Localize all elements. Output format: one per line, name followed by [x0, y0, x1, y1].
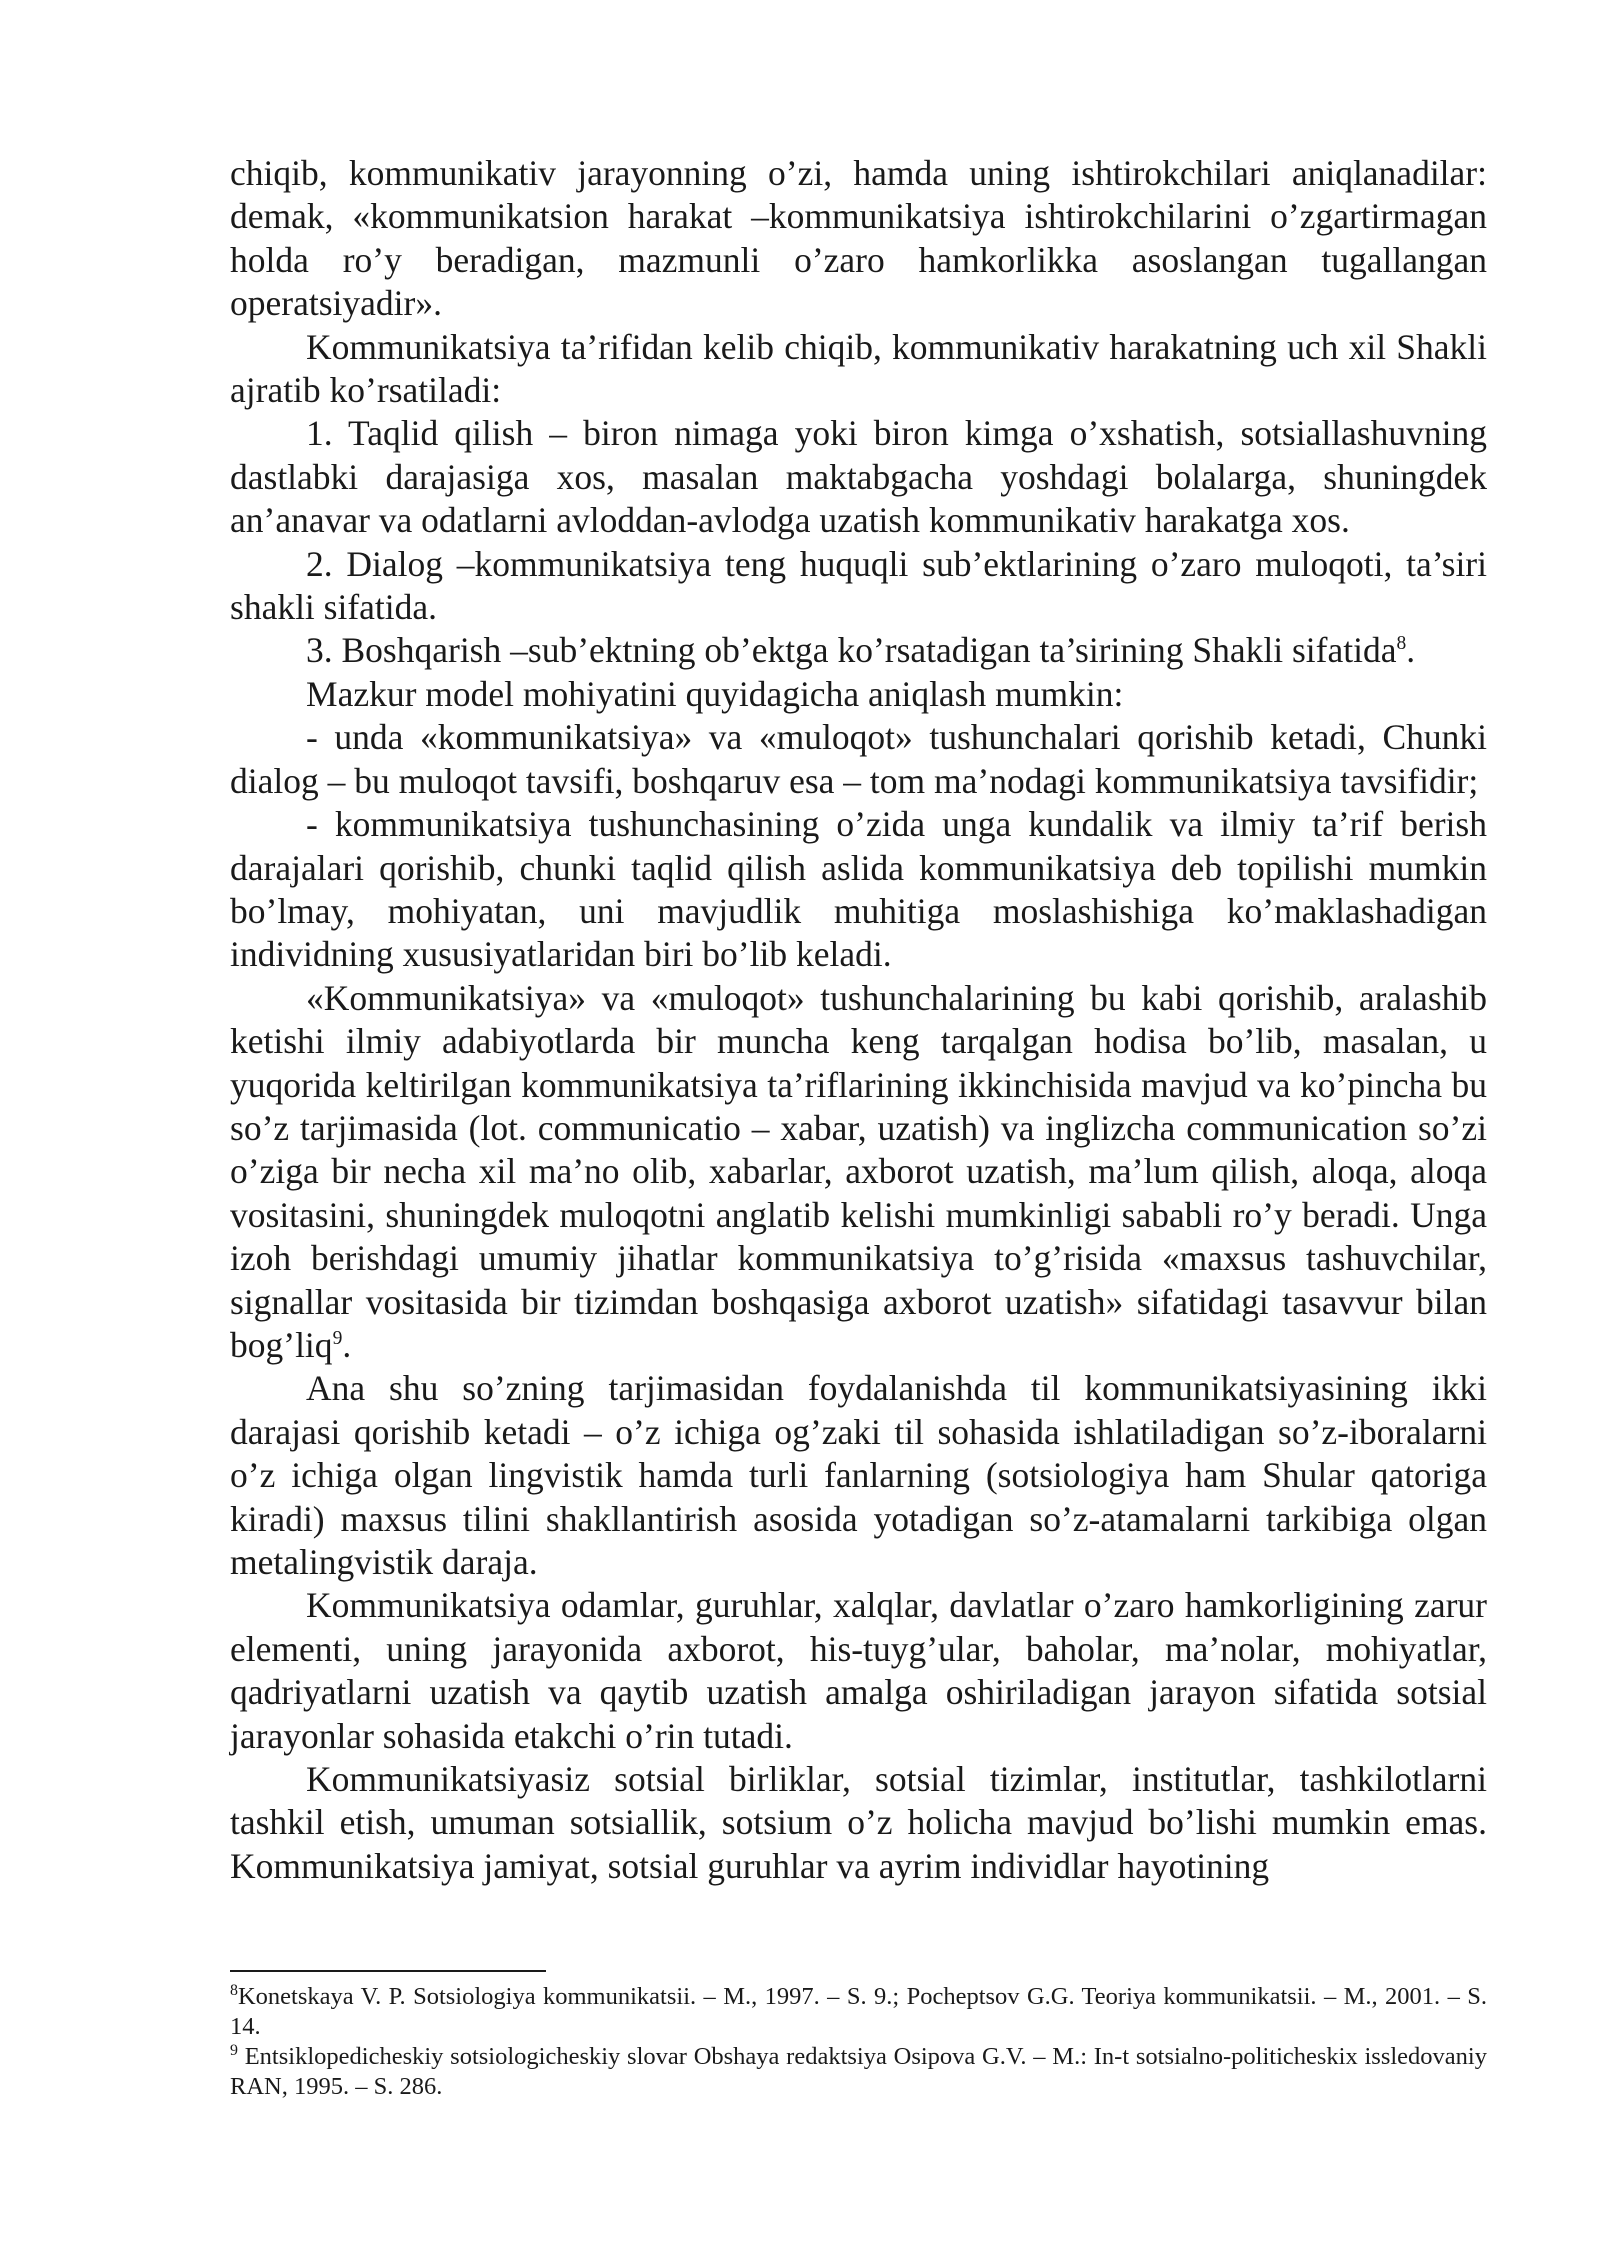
- paragraph-text: 3. Boshqarish –sub’ektning ob’ektga ko’rsatadigan ta’sirining Shakli sifatida: [306, 630, 1397, 671]
- paragraph-text: Kommunikatsiyasiz sotsial birliklar, sotsial tizimlar, institutlar, tashkilotlarni tashkil etish, umuman sotsiallik, sotsium o’z holicha mavjud bo’lishi mumkin emas. Kommunikatsiya jamiyat, sotsial guruhlar va ayrim individlar hayotining: [230, 1759, 1487, 1886]
- footnote-8: [230, 1982, 1487, 2042]
- paragraph-text-tail: .: [1406, 630, 1416, 671]
- paragraph-continuation: [230, 152, 1487, 326]
- paragraph-translation: [230, 1367, 1487, 1584]
- paragraph-mixing: [230, 977, 1487, 1368]
- footnote-marker: 9: [230, 2041, 238, 2059]
- paragraph-text: Mazkur model mohiyatini quyidagicha aniqlash mumkin:: [306, 673, 1124, 714]
- footnote-text: Entsiklopedicheskiy sotsiologicheskiy slovar Obshaya redaktsiya Osipova G.V. – M.: In-t sotsialno-politicheskix issledovaniy RAN, 1995. – S. 286.: [230, 2043, 1487, 2100]
- paragraph-text: - unda «kommunikatsiya» va «muloqot» tushunchalari qorishib ketadi, Chunki dialog – bu muloqot tavsifi, boshqaruv esa – tom ma’nodagi kommunikatsiya tavsifidir;: [230, 717, 1487, 801]
- page-body: [230, 152, 1487, 1888]
- dash-item-2: [230, 803, 1487, 977]
- paragraph-text: chiqib, kommunikativ jarayonning o’zi, hamda uning ishtirokchilari aniqlanadilar: demak, «kommunikatsion harakat –kommunikatsiya ishtirokchilarini o’zgartirmagan holda ro’y beradigan, mazmunli o’zaro hamkorlikka asoslangan tugallangan operatsiyadir».: [230, 153, 1487, 324]
- body-text: [230, 152, 1487, 1888]
- dash-item-1: [230, 716, 1487, 803]
- list-item-1: [230, 412, 1487, 542]
- list-item-3: [230, 629, 1487, 672]
- paragraph-text: Kommunikatsiya ta’rifidan kelib chiqib, kommunikativ harakatning uch xil Shakli ajratib ko’rsatiladi:: [230, 326, 1487, 411]
- paragraph-text-tail: .: [342, 1324, 352, 1365]
- paragraph-text: - kommunikatsiya tushunchasining o’zida unga kundalik va ilmiy ta’rif berish darajalari qorishib, chunki taqlid qilish aslida kommunikatsiya deb topilishi mumkin bo’lmay, mohiyatan, uni mavjudlik muhitiga moslashishiga ko’maklashadigan individning xususiyatlaridan biri bo’lib keladi.: [230, 804, 1487, 975]
- paragraph-without: [230, 1758, 1487, 1888]
- paragraph-model: [230, 673, 1487, 716]
- paragraph-text: 2. Dialog –kommunikatsiya teng huquqli sub’ektlarining o’zaro muloqoti, ta’siri shakli sifatida.: [230, 543, 1487, 628]
- paragraph-definition: [230, 326, 1487, 413]
- footnote-ref-9[interactable]: 9: [332, 1328, 343, 1350]
- footnote-marker: 8: [230, 1981, 238, 1999]
- list-item-2: [230, 543, 1487, 630]
- footnote-9: [230, 2042, 1487, 2102]
- paragraph-text: Ana shu so’zning tarjimasidan foydalanishda til kommunikatsiyasining ikki darajasi qorishib ketadi – o’z ichiga og’zaki til sohasida ishlatiladigan so’z-iboralarni o’z ichiga olgan lingvistik hamda turli fanlarning (sotsiologiya ham Shular qatoriga kiradi) maxsus tilini shakllantirish asosida yotadigan so’z-atamalarni tarkibiga olgan metalingvistik daraja.: [230, 1368, 1487, 1582]
- paragraph-element: [230, 1584, 1487, 1758]
- footnote-divider: [230, 1970, 546, 1972]
- footnote-text: Konetskaya V. P. Sotsiologiya kommunikatsii. – M., 1997. – S. 9.; Pocheptsov G.G. Teoriya kommunikatsii. – M., 2001. – S. 14.: [230, 1983, 1487, 2040]
- footnote-ref-8[interactable]: 8: [1396, 633, 1407, 655]
- paragraph-text: «Kommunikatsiya» va «muloqot» tushunchalarining bu kabi qorishib, aralashib ketishi ilmiy adabiyotlarda bir muncha keng tarqalgan hodisa bo’lib, masalan, u yuqorida keltirilgan kommunikatsiya ta’riflarining ikkinchisida mavjud va ko’pincha bu so’z tarjimasida (lot. communicatio – xabar, uzatish) va inglizcha communication so’zi o’ziga bir necha xil ma’no olib, xabarlar, axborot uzatish, ma’lum qilish, aloqa, aloqa vositasini, shuningdek muloqotni anglatib kelishi mumkinligi sababli ro’y beradi. Unga izoh berishdagi umumiy jihatlar kommunikatsiya to’g’risida «maxsus tashuvchilar, signallar vositasida bir tizimdan boshqasiga axborot uzatish» sifatidagi tasavvur bilan bog’liq: [230, 977, 1487, 1365]
- paragraph-text: 1. Taqlid qilish – biron nimaga yoki biron kimga o’xshatish, sotsiallashuvning dastlabki darajasiga xos, masalan maktabgacha yoshdagi bolalarga, shuningdek an’anavar va odatlarni avloddan-avlodga uzatish kommunikativ harakatga xos.: [230, 413, 1487, 541]
- footnotes: [230, 1970, 1487, 2102]
- paragraph-text: Kommunikatsiya odamlar, guruhlar, xalqlar, davlatlar o’zaro hamkorligining zarur elementi, uning jarayonida axborot, his-tuyg’ular, baholar, ma’nolar, mohiyatlar, qadriyatlarni uzatish va qaytib uzatish amalga oshiriladigan jarayon sifatida sotsial jarayonlar sohasida etakchi o’rin tutadi.: [230, 1585, 1487, 1756]
